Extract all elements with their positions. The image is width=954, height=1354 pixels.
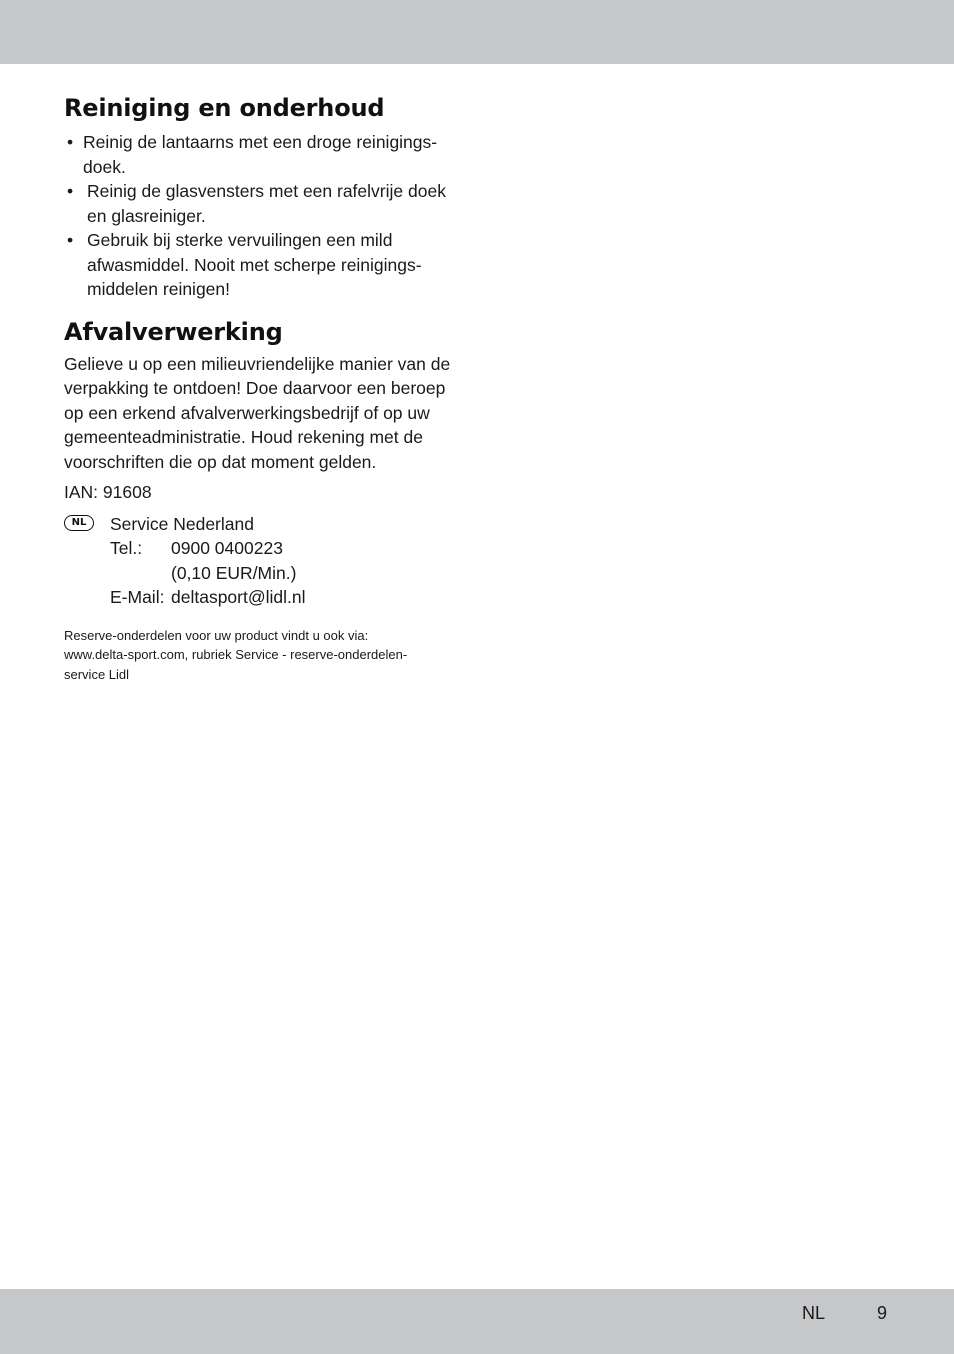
disposal-paragraph: Gelieve u op een milieuvriendelijke manier van de verpakking te ontdoen! Doe daarvoor een beroep op een erkend afvalverwerkingsbedrijf of op uw gemeenteadministratie. Houd rekening met de voorschriften die op dat moment gelden.: [64, 353, 451, 472]
list-item-text: Gebruik bij sterke vervuilingen een mild afwasmiddel. Nooit met scherpe reinigings- middelen reinigen!: [87, 230, 422, 299]
bullet-icon: •: [67, 230, 74, 250]
main-content: [64, 92, 456, 684]
list-item: [64, 130, 456, 179]
tel-rate: (0,10 EUR/Min.): [171, 562, 297, 583]
section-title-disposal: Afvalverwerking: [64, 317, 283, 346]
email-label: E-Mail:: [110, 587, 165, 607]
list-item: [64, 179, 456, 228]
list-item-text: Reinig de lantaarns met een droge reinigings- doek.: [83, 132, 438, 177]
bullet-icon: •: [67, 181, 74, 201]
email-value: deltasport@lidl.nl: [171, 587, 306, 607]
spare-parts-line: www.delta-sport.com, rubriek Service - reserve-onderdelen-: [64, 647, 408, 662]
header-bar: [0, 0, 954, 64]
country-badge-icon: NL: [64, 515, 94, 531]
footer-language: NL: [802, 1303, 826, 1323]
service-title: Service Nederland: [110, 513, 254, 534]
spare-parts-line: service Lidl: [64, 666, 130, 682]
ian-number: IAN: 91608: [64, 482, 152, 502]
cleaning-list: [64, 130, 456, 302]
list-item-text: Reinig de glasvensters met een rafelvrije doek en glasreiniger.: [87, 181, 446, 226]
section-title-cleaning: Reiniging en onderhoud: [64, 94, 385, 122]
page-number: 9: [877, 1303, 888, 1323]
spare-parts-line: Reserve-onderdelen voor uw product vindt u ook via:: [64, 627, 369, 643]
tel-label: Tel.:: [110, 538, 143, 558]
spare-parts-note: [64, 626, 456, 685]
tel-value: 0900 0400223: [171, 538, 283, 558]
service-info: [64, 512, 456, 610]
list-item: [64, 228, 456, 302]
bullet-icon: •: [67, 132, 74, 152]
